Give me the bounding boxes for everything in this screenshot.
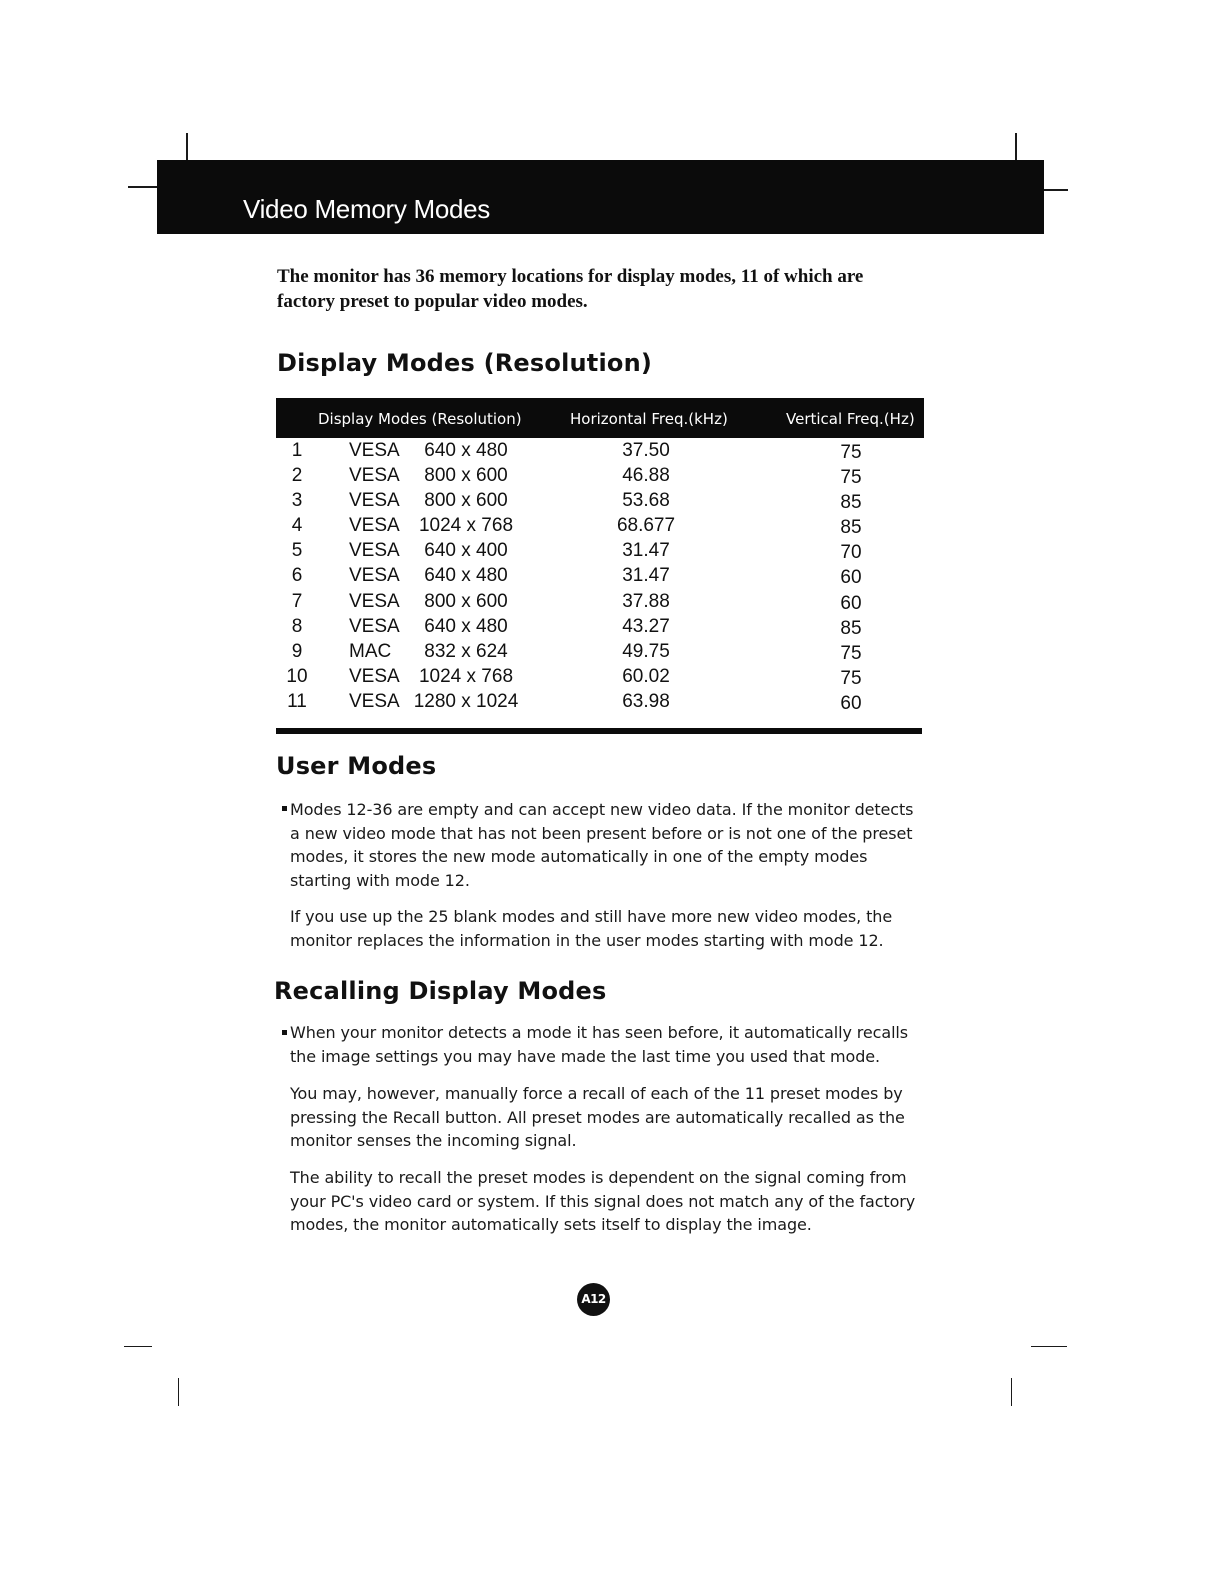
table-row (276, 565, 924, 590)
mode-number: 2 (291, 465, 303, 486)
mode-number: 3 (291, 490, 303, 511)
mode-resolution: 800 x 600 (424, 490, 508, 511)
vertical-frequency: 75 (840, 643, 862, 664)
user-modes-heading: User Modes (276, 752, 437, 780)
mode-resolution: 1024 x 768 (418, 666, 514, 687)
vertical-frequency: 85 (840, 517, 862, 538)
column-header: Horizontal Freq.(kHz) (570, 410, 728, 428)
mode-standard: MAC (349, 641, 392, 662)
mode-resolution: 800 x 600 (424, 465, 508, 486)
mode-standard: VESA (349, 515, 400, 536)
recalling-paragraph: When your monitor detects a mode it has seen before, it automatically recalls the image settings you may have made the last time you used that mode. (290, 1023, 908, 1066)
horizontal-frequency: 31.47 (622, 565, 670, 586)
vertical-frequency: 70 (840, 542, 862, 563)
horizontal-frequency: 60.02 (622, 666, 670, 687)
table-row (276, 616, 924, 641)
vertical-frequency: 85 (840, 618, 862, 639)
user-modes-paragraph: Modes 12-36 are empty and can accept new video data. If the monitor detects a new video mode that has not been present before or is not one of the preset modes, it stores the new mode automatically in one of the empty modes starting with mode 12. (290, 800, 914, 890)
bullet-icon (282, 1030, 287, 1035)
horizontal-frequency: 37.88 (622, 591, 670, 612)
mode-standard: VESA (349, 666, 400, 687)
crop-mark (1031, 1346, 1067, 1347)
crop-mark (1015, 133, 1017, 160)
mode-number: 7 (291, 591, 303, 612)
table-row (276, 540, 924, 565)
recalling-heading: Recalling Display Modes (274, 977, 607, 1005)
mode-number: 8 (291, 616, 303, 637)
intro-text: The monitor has 36 memory locations for display modes, 11 of which are factory preset to popular video modes. (277, 266, 864, 312)
mode-standard: VESA (349, 591, 400, 612)
horizontal-frequency: 31.47 (622, 540, 670, 561)
crop-mark (1044, 189, 1068, 191)
vertical-frequency: 60 (840, 593, 862, 614)
table-row (276, 591, 924, 616)
horizontal-frequency: 68.677 (616, 515, 676, 536)
recalling-paragraph: You may, however, manually force a recall of each of the 11 preset modes by pressing the Recall button. All preset modes are automatically recalled as the monitor senses the incoming signal. (290, 1084, 905, 1150)
mode-standard: VESA (349, 691, 400, 712)
mode-resolution: 640 x 480 (424, 565, 508, 586)
horizontal-frequency: 43.27 (622, 616, 670, 637)
mode-resolution: 1280 x 1024 (413, 691, 519, 712)
mode-resolution: 640 x 480 (424, 616, 508, 637)
table-row (276, 515, 924, 540)
table-bottom-rule (276, 728, 922, 734)
display-modes-heading: Display Modes (Resolution) (277, 349, 653, 377)
crop-mark (186, 133, 188, 160)
vertical-frequency: 75 (840, 442, 862, 463)
horizontal-frequency: 49.75 (622, 641, 670, 662)
mode-number: 9 (291, 641, 303, 662)
vertical-frequency: 60 (840, 567, 862, 588)
column-header: Vertical Freq.(Hz) (786, 410, 915, 428)
table-row (276, 691, 924, 716)
mode-standard: VESA (349, 465, 400, 486)
vertical-frequency: 85 (840, 492, 862, 513)
vertical-frequency: 60 (840, 693, 862, 714)
mode-number: 6 (291, 565, 303, 586)
table-row (276, 465, 924, 490)
mode-resolution: 1024 x 768 (418, 515, 514, 536)
table-row (276, 666, 924, 691)
mode-number: 4 (291, 515, 303, 536)
horizontal-frequency: 63.98 (622, 691, 670, 712)
horizontal-frequency: 53.68 (622, 490, 670, 511)
recalling-paragraph: The ability to recall the preset modes is dependent on the signal coming from your PC's video card or system. If this signal does not match any of the factory modes, the monitor automatically sets itself to display the image. (290, 1168, 916, 1234)
crop-mark (128, 186, 157, 188)
table-row (276, 440, 924, 465)
page-number-badge: A12 (577, 1283, 610, 1316)
horizontal-frequency: 37.50 (622, 440, 670, 461)
mode-standard: VESA (349, 565, 400, 586)
mode-standard: VESA (349, 440, 400, 461)
mode-standard: VESA (349, 540, 400, 561)
mode-number: 10 (286, 666, 308, 687)
mode-number: 5 (291, 540, 303, 561)
bullet-icon (282, 806, 287, 811)
mode-resolution: 640 x 400 (424, 540, 508, 561)
vertical-frequency: 75 (840, 668, 862, 689)
mode-standard: VESA (349, 490, 400, 511)
crop-mark (124, 1346, 152, 1347)
table-row (276, 641, 924, 666)
mode-number: 11 (287, 691, 307, 712)
mode-resolution: 800 x 600 (424, 591, 508, 612)
mode-resolution: 640 x 480 (424, 440, 508, 461)
column-header: Display Modes (Resolution) (318, 410, 522, 428)
mode-resolution: 832 x 624 (424, 641, 508, 662)
page-title: Video Memory Modes (243, 194, 491, 224)
table-header (276, 398, 924, 438)
vertical-frequency: 75 (840, 467, 862, 488)
user-modes-paragraph: If you use up the 25 blank modes and still have more new video modes, the monitor replaces the information in the user modes starting with mode 12. (290, 907, 893, 950)
mode-standard: VESA (349, 616, 400, 637)
horizontal-frequency: 46.88 (622, 465, 670, 486)
mode-number: 1 (291, 440, 303, 461)
crop-mark (178, 1378, 179, 1406)
crop-mark (1011, 1378, 1012, 1406)
table-row (276, 490, 924, 515)
